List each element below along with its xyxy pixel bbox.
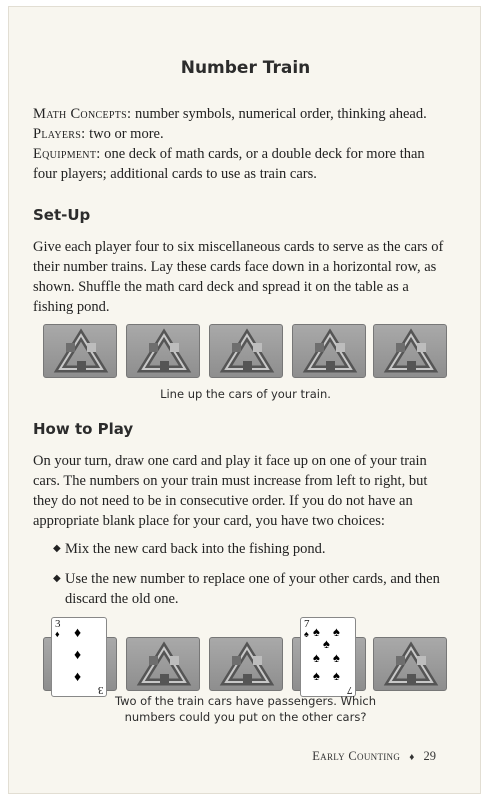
spade-icon: ♠ bbox=[313, 650, 320, 665]
players-line bbox=[33, 124, 449, 144]
spade-icon: ♠ bbox=[313, 668, 320, 683]
train-cars-row bbox=[43, 324, 447, 378]
penrose-triangle-icon bbox=[374, 325, 447, 378]
card-rank: 7 bbox=[304, 618, 310, 630]
bullet-text: Use the new number to replace one of your other cards, and then discard the old one. bbox=[65, 571, 440, 607]
card-rank: 3 bbox=[55, 618, 61, 630]
bullet-text: Mix the new card back into the fishing pond. bbox=[65, 541, 326, 557]
equipment-text: one deck of math cards, or a double deck for more than four players; additional cards to use as train cars. bbox=[33, 146, 425, 182]
page-footer bbox=[312, 749, 436, 764]
face-down-card bbox=[292, 324, 366, 378]
penrose-triangle-icon bbox=[127, 325, 200, 378]
intro-block bbox=[33, 104, 449, 184]
train-with-passengers-row bbox=[43, 618, 447, 699]
playing-card-3 bbox=[51, 617, 107, 697]
players-label: Players: bbox=[33, 126, 86, 142]
players-text: two or more. bbox=[85, 126, 164, 142]
face-down-card bbox=[43, 324, 117, 378]
spade-icon: ♠ bbox=[333, 650, 340, 665]
page-number: 29 bbox=[423, 749, 436, 763]
face-down-card bbox=[209, 324, 283, 378]
face-down-card bbox=[126, 324, 200, 378]
how-to-play-text: On your turn, draw one card and play it face up on one of your train cars. The numbers on your train must increase from left to right, but they do not need to be in consecutive order. If you do not have an appropriate blank place for your card, you have two choices: bbox=[33, 453, 428, 529]
spade-icon: ♠ bbox=[323, 636, 330, 651]
spade-icon: ♠ bbox=[333, 624, 340, 639]
setup-caption: Line up the cars of your train. bbox=[160, 387, 331, 401]
diamond-icon: ♦ bbox=[55, 629, 60, 639]
how-to-play-heading: How to Play bbox=[33, 420, 134, 438]
penrose-triangle-icon bbox=[210, 638, 283, 691]
page-title: Number Train bbox=[180, 58, 311, 78]
diamond-separator-icon: ♦ bbox=[409, 752, 415, 763]
caption-line: Two of the train cars have passengers. Which bbox=[114, 694, 377, 708]
penrose-triangle-icon bbox=[44, 325, 117, 378]
penrose-triangle-icon bbox=[293, 325, 366, 378]
setup-text: Give each player four to six miscellaneous cards to serve as the cars of their number trains. Lay these cards face down in a horizontal row, as shown. Shuffle the math card deck and spread it on the table as a fishing pond. bbox=[33, 239, 444, 315]
spade-icon: ♠ bbox=[333, 668, 340, 683]
diamond-icon: ♦ bbox=[74, 626, 82, 641]
diamond-bullet-icon: ◆ bbox=[53, 573, 61, 584]
diamond-bullet-icon: ◆ bbox=[53, 543, 61, 554]
equipment-label: Equipment: bbox=[33, 146, 101, 162]
penrose-triangle-icon bbox=[210, 325, 283, 378]
bullet-item bbox=[53, 569, 455, 609]
penrose-triangle-icon bbox=[374, 638, 447, 691]
setup-heading: Set-Up bbox=[33, 206, 91, 224]
caption-line: numbers could you put on the other cars? bbox=[124, 710, 367, 724]
spade-icon: ♠ bbox=[304, 629, 309, 639]
penrose-triangle-icon bbox=[127, 638, 200, 691]
face-down-card bbox=[209, 637, 283, 691]
book-page bbox=[8, 6, 481, 794]
card-rank: 7 bbox=[346, 684, 352, 696]
card-rank: 3 bbox=[97, 684, 103, 696]
section-name: Early Counting bbox=[312, 749, 401, 763]
diamond-icon: ♦ bbox=[74, 670, 82, 685]
playing-card-7 bbox=[300, 617, 356, 697]
equipment-line bbox=[33, 144, 449, 184]
passengers-caption bbox=[9, 693, 482, 725]
math-concepts-line bbox=[33, 104, 449, 124]
face-down-card bbox=[373, 324, 447, 378]
math-concepts-text: number symbols, numerical order, thinking ahead. bbox=[131, 106, 427, 122]
math-concepts-label: Math Concepts: bbox=[33, 106, 132, 122]
diamond-icon: ♦ bbox=[74, 648, 82, 663]
bullet-item bbox=[53, 539, 455, 559]
spade-icon: ♠ bbox=[313, 624, 320, 639]
face-down-card bbox=[373, 637, 447, 691]
face-down-card bbox=[126, 637, 200, 691]
